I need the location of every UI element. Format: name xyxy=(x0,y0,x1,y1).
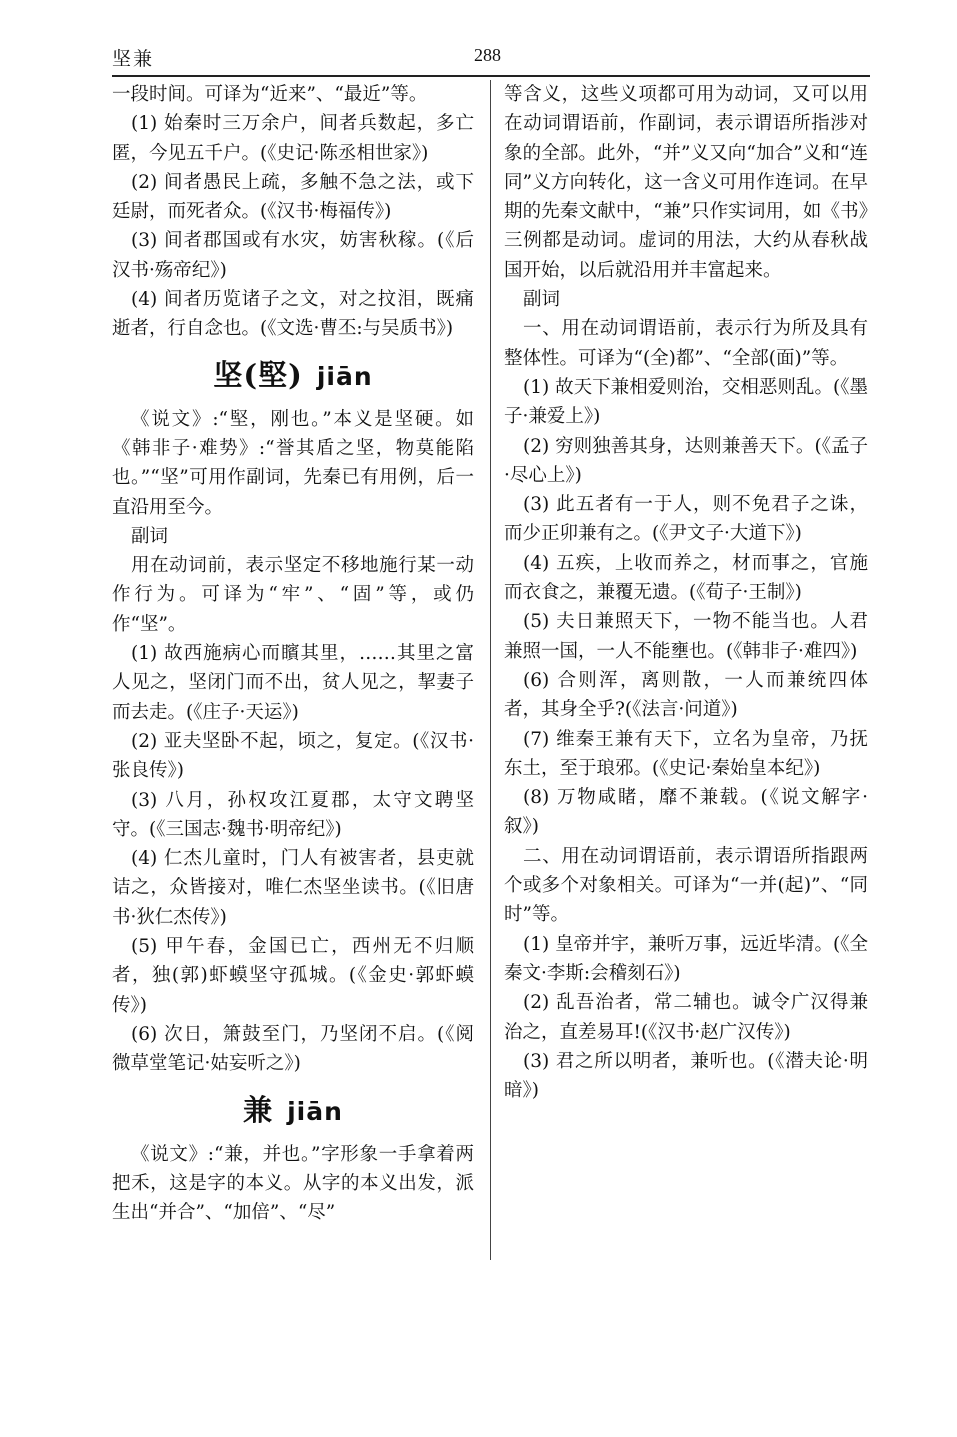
column-divider xyxy=(490,80,491,1260)
entry-intro-continued: 等含义，这些义项都可用为动词，又可以用在动词谓语前，作副词，表示谓语所指涉对象的全部。此外，“并”义又向“加合”义和“连同”义方向转化，这一含义可用作连词。在早期的先秦文献中，“兼”只作实词用，如《书》三例都是动词。虚词的用法，大约从春秋战国开始，以后就沿用并丰富起来。 xyxy=(504,84,868,281)
section-label: 副词 xyxy=(523,289,561,311)
usage-description: 用在动词前，表示坚定不移地施行某一动作行为。可译为“牢”、“固”等，或仍作“坚”。 xyxy=(112,555,474,635)
example-1: (1) 皇帝并宇，兼听万事，远近毕清。(《全秦文·李斯:会稽刻石》) xyxy=(504,933,868,984)
example-2: (2) 亚夫坚卧不起，顷之，复定。(《汉书·张良传》) xyxy=(112,730,474,782)
entry-pinyin: jiān xyxy=(287,1096,343,1126)
example-2: (2) 穷则独善其身，达则兼善天下。(《孟子·尽心上》) xyxy=(504,435,868,486)
example-1: (1) 始秦时三万余户，间者兵数起，多亡匿，今见五千户。(《史记·陈丞相世家》) xyxy=(112,113,474,164)
header-rule xyxy=(112,75,870,77)
running-head xyxy=(112,44,870,74)
page-number: 288 xyxy=(474,45,501,65)
entry-char: 坚(堅) xyxy=(213,357,303,392)
entry-heading-jian-both xyxy=(112,1094,474,1128)
example-3: (3) 八月，孙权攻江夏郡，太守文聘坚守。(《三国志·魏书·明帝纪》) xyxy=(112,789,474,840)
example-3: (3) 间者郡国或有水灾，妨害秋稼。(《后汉书·殇帝纪》) xyxy=(112,230,474,281)
example-3: (3) 君之所以明者，兼听也。(《潜夫论·明暗》) xyxy=(504,1050,868,1102)
continued-paragraph: 一段时间。可译为“近来”、“最近”等。 xyxy=(112,84,428,105)
example-8: (8) 万物咸睹，靡不兼载。(《说文解字·叙》) xyxy=(504,787,868,838)
example-3: (3) 此五者有一于人，则不免君子之诛，而少正卯兼有之。(《尹文子·大道下》) xyxy=(504,494,868,545)
example-7: (7) 维秦王兼有天下，立名为皇帝，乃抚东土，至于琅邪。(《史记·秦始皇本纪》) xyxy=(504,728,868,779)
example-2: (2) 间者愚民上疏，多触不急之法，或下廷尉，而死者众。(《汉书·梅福传》) xyxy=(112,171,474,223)
section-label: 副词 xyxy=(131,525,169,547)
example-1: (1) 故西施病心而矉其里，……其里之富人见之，坚闭门而不出，贫人见之，挈妻子而去走。(《庄子·天运》) xyxy=(112,643,474,723)
running-head-word: 坚兼 xyxy=(112,48,155,70)
example-5: (5) 甲午春，金国已亡，西州无不归顺者，独(郭)虾蟆坚守孤城。(《金史·郭虾蟆传》) xyxy=(112,936,474,1016)
entry-pinyin: jiān xyxy=(316,361,373,391)
entry-intro: 《说文》:“兼，并也。”字形象一手拿着两把禾，这是字的本义。从字的本义出发，派生出“并合”、“加倍”、“尽” xyxy=(112,1143,474,1224)
example-1: (1) 故天下兼相爱则治，交相恶则乱。(《墨子·兼爱上》) xyxy=(504,376,868,428)
right-column xyxy=(504,80,868,1105)
usage-1-description: 一、用在动词谓语前，表示行为所及具有整体性。可译为“(全)都”、“全部(面)”等。 xyxy=(504,318,868,369)
example-6: (6) 次日，箫鼓至门，乃坚闭不启。(《阅微草堂笔记·姑妄听之》) xyxy=(112,1023,474,1075)
example-4: (4) 间者历览诸子之文，对之抆泪，既痛逝者，行自念也。(《文选·曹丕:与吴质书》) xyxy=(112,289,474,340)
usage-2-description: 二、用在动词谓语前，表示谓语所指跟两个或多个对象相关。可译为“一并(起)”、“同时”等。 xyxy=(504,845,868,926)
entry-intro: 《说文》:“堅，刚也。”本义是坚硬。如《韩非子·难势》:“誉其盾之坚，物莫能陷也。”“坚”可用作副词，先秦已有用例，后一直沿用至今。 xyxy=(112,408,474,518)
example-4: (4) 仁杰儿童时，门人有被害者，县吏就诘之，众皆接对，唯仁杰坚坐读书。(《旧唐书·狄仁杰传》) xyxy=(112,848,474,928)
example-5: (5) 夫日兼照天下，一物不能当也。人君兼照一国，一人不能壅也。(《韩非子·难四》) xyxy=(504,611,868,662)
left-column xyxy=(112,80,474,1227)
entry-heading-jian-firm xyxy=(112,359,474,393)
example-2: (2) 乱吾治者，常二辅也。诚令广汉得兼治之，直差易耳!(《汉书·赵广汉传》) xyxy=(504,992,868,1043)
entry-char: 兼 xyxy=(243,1092,274,1127)
example-6: (6) 合则浑，离则散，一人而兼统四体者，其身全乎?(《法言·问道》) xyxy=(504,669,868,721)
example-4: (4) 五疾，上收而养之，材而事之，官施而衣食之，兼覆无遗。(《荀子·王制》) xyxy=(504,552,868,604)
